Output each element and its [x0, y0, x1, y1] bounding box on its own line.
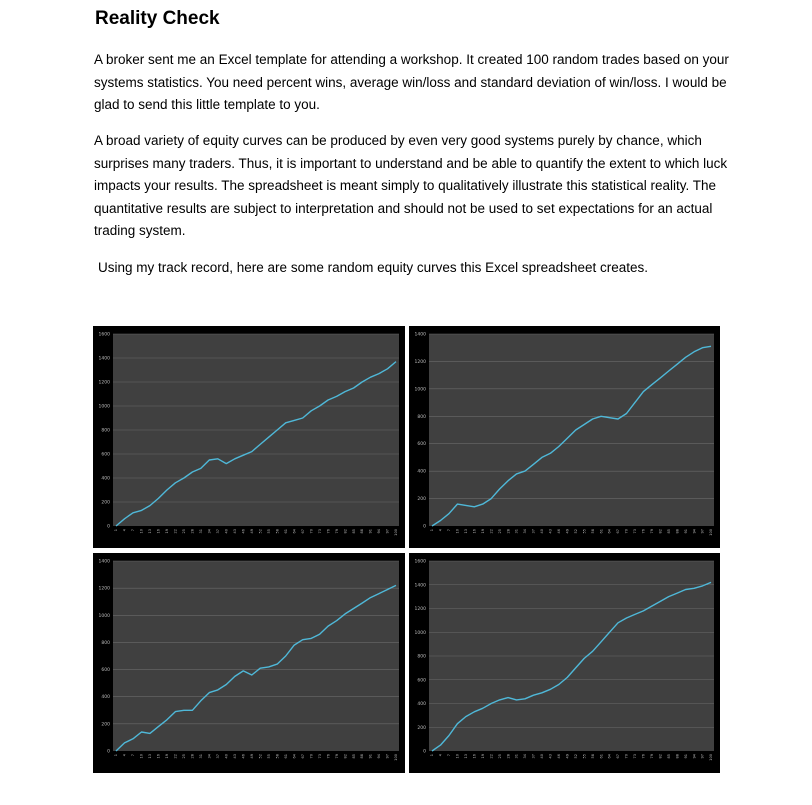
x-tick-label: 61 [599, 754, 604, 759]
x-tick-label: 22 [489, 754, 494, 759]
x-tick-label: 94 [377, 529, 382, 534]
x-tick-label: 40 [540, 529, 545, 534]
y-tick-label: 1600 [414, 559, 426, 565]
x-tick-label: 40 [224, 529, 229, 534]
x-tick-label: 73 [633, 529, 638, 534]
x-tick-label: 34 [207, 529, 212, 534]
y-tick-label: 200 [417, 497, 426, 503]
y-tick-label: 1400 [98, 356, 110, 362]
x-tick-label: 94 [692, 754, 697, 759]
paragraph-track-record: Using my track record, here are some random equity curves this Excel spreadsheet creates. [98, 260, 648, 275]
x-tick-label: 16 [472, 529, 477, 534]
x-tick-label: 10 [455, 529, 460, 534]
x-tick-label: 82 [658, 529, 663, 534]
x-tick-label: 10 [139, 529, 144, 534]
x-tick-label: 40 [540, 754, 545, 759]
x-tick-label: 28 [506, 754, 511, 759]
x-tick-label: 91 [683, 529, 688, 534]
x-tick-label: 79 [334, 529, 339, 534]
x-tick-label: 1 [114, 754, 119, 757]
x-tick-label: 58 [590, 529, 595, 534]
x-tick-label: 61 [283, 754, 288, 759]
x-tick-label: 97 [700, 529, 705, 534]
equity-chart-3 [93, 553, 405, 773]
x-tick-label: 76 [641, 529, 646, 534]
x-tick-label: 79 [650, 754, 655, 759]
x-tick-label: 64 [292, 529, 297, 534]
y-tick-label: 1400 [414, 583, 426, 589]
x-tick-label: 52 [258, 754, 263, 759]
x-tick-label: 1 [430, 529, 435, 532]
x-tick-label: 22 [173, 529, 178, 534]
chart-svg [409, 326, 720, 548]
x-tick-label: 46 [557, 754, 562, 759]
x-tick-label: 76 [326, 529, 331, 534]
x-tick-label: 13 [464, 529, 469, 534]
x-tick-label: 70 [309, 529, 314, 534]
x-tick-label: 16 [156, 529, 161, 534]
x-tick-label: 28 [506, 529, 511, 534]
x-tick-label: 37 [216, 529, 221, 534]
y-tick-label: 400 [417, 469, 426, 475]
x-tick-label: 19 [165, 529, 170, 534]
x-tick-label: 70 [624, 529, 629, 534]
y-tick-label: 200 [417, 725, 426, 731]
x-tick-label: 97 [385, 754, 390, 759]
x-tick-label: 46 [557, 529, 562, 534]
x-tick-label: 58 [590, 754, 595, 759]
x-tick-label: 55 [266, 754, 271, 759]
x-tick-label: 100 [394, 529, 399, 536]
x-tick-label: 31 [199, 529, 204, 534]
x-tick-label: 31 [514, 754, 519, 759]
y-tick-label: 1200 [414, 607, 426, 612]
x-tick-label: 13 [148, 754, 153, 759]
y-tick-label: 1400 [98, 559, 110, 565]
x-tick-label: 28 [190, 529, 195, 534]
x-tick-label: 64 [292, 754, 297, 759]
x-tick-label: 100 [709, 754, 714, 761]
x-tick-label: 64 [607, 754, 612, 759]
x-tick-label: 31 [199, 754, 204, 759]
y-tick-label: 600 [417, 678, 426, 684]
equity-chart-1 [93, 326, 405, 548]
x-tick-label: 82 [343, 529, 348, 534]
x-tick-label: 52 [258, 529, 263, 534]
paragraph-intro: A broker sent me an Excel template for attending a workshop. It created 100 random trades based on your systems statistics. You need percent wins, average win/loss and standard deviation of win/loss. I would be glad to send this little template to you. [94, 52, 729, 112]
x-tick-label: 67 [616, 754, 621, 759]
x-tick-label: 10 [455, 754, 460, 759]
x-tick-label: 91 [368, 529, 373, 534]
x-tick-label: 82 [343, 754, 348, 759]
y-tick-label: 800 [417, 414, 426, 420]
x-tick-label: 10 [139, 754, 144, 759]
x-tick-label: 25 [182, 754, 187, 759]
x-tick-label: 22 [489, 529, 494, 534]
x-tick-label: 7 [131, 529, 136, 532]
y-tick-label: 600 [101, 668, 110, 674]
y-tick-label: 800 [417, 654, 426, 660]
x-tick-label: 70 [624, 754, 629, 759]
x-tick-label: 67 [300, 754, 305, 759]
x-tick-label: 61 [599, 529, 604, 534]
x-tick-label: 19 [165, 754, 170, 759]
y-tick-label: 1200 [98, 586, 110, 592]
x-tick-label: 7 [447, 754, 452, 757]
x-tick-label: 85 [666, 754, 671, 759]
y-tick-label: 600 [417, 442, 426, 448]
equity-chart-2 [409, 326, 720, 548]
x-tick-label: 46 [241, 529, 246, 534]
plot-area [429, 334, 714, 526]
x-tick-label: 22 [173, 754, 178, 759]
x-tick-label: 73 [317, 529, 322, 534]
x-tick-label: 70 [309, 754, 314, 759]
x-tick-label: 91 [683, 754, 688, 759]
x-tick-label: 43 [548, 529, 553, 534]
x-tick-label: 76 [641, 754, 646, 759]
y-tick-label: 1000 [414, 387, 426, 393]
x-tick-label: 88 [360, 754, 365, 759]
x-tick-label: 52 [573, 529, 578, 534]
x-tick-label: 73 [633, 754, 638, 759]
x-tick-label: 79 [334, 754, 339, 759]
x-tick-label: 37 [216, 754, 221, 759]
x-tick-label: 64 [607, 529, 612, 534]
x-tick-label: 19 [480, 529, 485, 534]
x-tick-label: 85 [351, 754, 356, 759]
x-tick-label: 94 [692, 529, 697, 534]
y-tick-label: 0 [107, 749, 110, 755]
plot-area [113, 561, 399, 751]
y-tick-label: 600 [101, 452, 110, 458]
x-tick-label: 19 [480, 754, 485, 759]
x-tick-label: 25 [497, 754, 502, 759]
chart-svg [93, 326, 405, 548]
y-tick-label: 800 [101, 640, 110, 646]
y-tick-label: 400 [417, 702, 426, 707]
x-tick-label: 94 [377, 754, 382, 759]
x-tick-label: 67 [616, 529, 621, 534]
x-tick-label: 85 [351, 529, 356, 534]
y-tick-label: 400 [101, 476, 110, 482]
x-tick-label: 76 [326, 754, 331, 759]
x-tick-label: 16 [472, 754, 477, 759]
y-tick-label: 1400 [414, 332, 426, 338]
x-tick-label: 88 [675, 754, 680, 759]
x-tick-label: 34 [523, 529, 528, 534]
x-tick-label: 100 [709, 529, 714, 536]
x-tick-label: 88 [360, 529, 365, 534]
x-tick-label: 25 [497, 529, 502, 534]
x-tick-label: 37 [531, 529, 536, 534]
y-tick-label: 1000 [98, 613, 110, 619]
x-tick-label: 85 [666, 529, 671, 534]
x-tick-label: 16 [156, 754, 161, 759]
equity-chart-4 [409, 553, 720, 773]
x-tick-label: 4 [438, 529, 443, 532]
x-tick-label: 82 [658, 754, 663, 759]
y-tick-label: 1200 [414, 359, 426, 365]
x-tick-label: 4 [438, 754, 443, 757]
y-tick-label: 1200 [98, 380, 110, 386]
x-tick-label: 37 [531, 754, 536, 759]
chart-svg [409, 553, 720, 773]
y-tick-label: 0 [423, 524, 426, 530]
x-tick-label: 52 [573, 754, 578, 759]
x-tick-label: 100 [394, 754, 399, 761]
x-tick-label: 1 [430, 754, 435, 757]
x-tick-label: 25 [182, 529, 187, 534]
x-tick-label: 58 [275, 529, 280, 534]
x-tick-label: 49 [565, 754, 570, 759]
y-tick-label: 1600 [98, 332, 110, 338]
x-tick-label: 7 [131, 754, 136, 757]
x-tick-label: 4 [122, 754, 127, 757]
y-tick-label: 800 [101, 428, 110, 434]
x-tick-label: 97 [700, 754, 705, 759]
x-tick-label: 13 [148, 529, 153, 534]
x-tick-label: 40 [224, 754, 229, 759]
x-tick-label: 43 [232, 529, 237, 534]
x-tick-label: 88 [675, 529, 680, 534]
x-tick-label: 91 [368, 754, 373, 759]
y-tick-label: 1000 [414, 630, 426, 636]
x-tick-label: 7 [447, 529, 452, 532]
y-tick-label: 200 [101, 722, 110, 728]
x-tick-label: 28 [190, 754, 195, 759]
x-tick-label: 55 [266, 529, 271, 534]
x-tick-label: 58 [275, 754, 280, 759]
y-tick-label: 0 [107, 524, 110, 530]
y-tick-label: 200 [101, 500, 110, 506]
x-tick-label: 49 [249, 754, 254, 759]
x-tick-label: 43 [232, 754, 237, 759]
x-tick-label: 73 [317, 754, 322, 759]
y-tick-label: 1000 [98, 404, 110, 410]
page-title: Reality Check [95, 8, 220, 29]
x-tick-label: 46 [241, 754, 246, 759]
y-tick-label: 0 [423, 749, 426, 755]
x-tick-label: 31 [514, 529, 519, 534]
x-tick-label: 4 [122, 529, 127, 532]
x-tick-label: 55 [582, 529, 587, 534]
x-tick-label: 49 [249, 529, 254, 534]
x-tick-label: 79 [650, 529, 655, 534]
x-tick-label: 67 [300, 529, 305, 534]
chart-svg [93, 553, 405, 773]
x-tick-label: 61 [283, 529, 288, 534]
x-tick-label: 55 [582, 754, 587, 759]
x-tick-label: 34 [523, 754, 528, 759]
x-tick-label: 34 [207, 754, 212, 759]
y-tick-label: 400 [101, 695, 110, 701]
x-tick-label: 49 [565, 529, 570, 534]
x-tick-label: 13 [464, 754, 469, 759]
x-tick-label: 1 [114, 529, 119, 532]
paragraph-luck: A broad variety of equity curves can be produced by even very good systems purely by chance, which surprises many traders. Thus, it is important to understand and be able to quantify the extent to which luck impacts your results. The spreadsheet is meant simply to qualitatively illustrate this statistical reality. The quantitative results are subject to interpretation and should not be used to set expectations for an actual trading system. [94, 133, 728, 238]
x-tick-label: 43 [548, 754, 553, 759]
x-tick-label: 97 [385, 529, 390, 534]
